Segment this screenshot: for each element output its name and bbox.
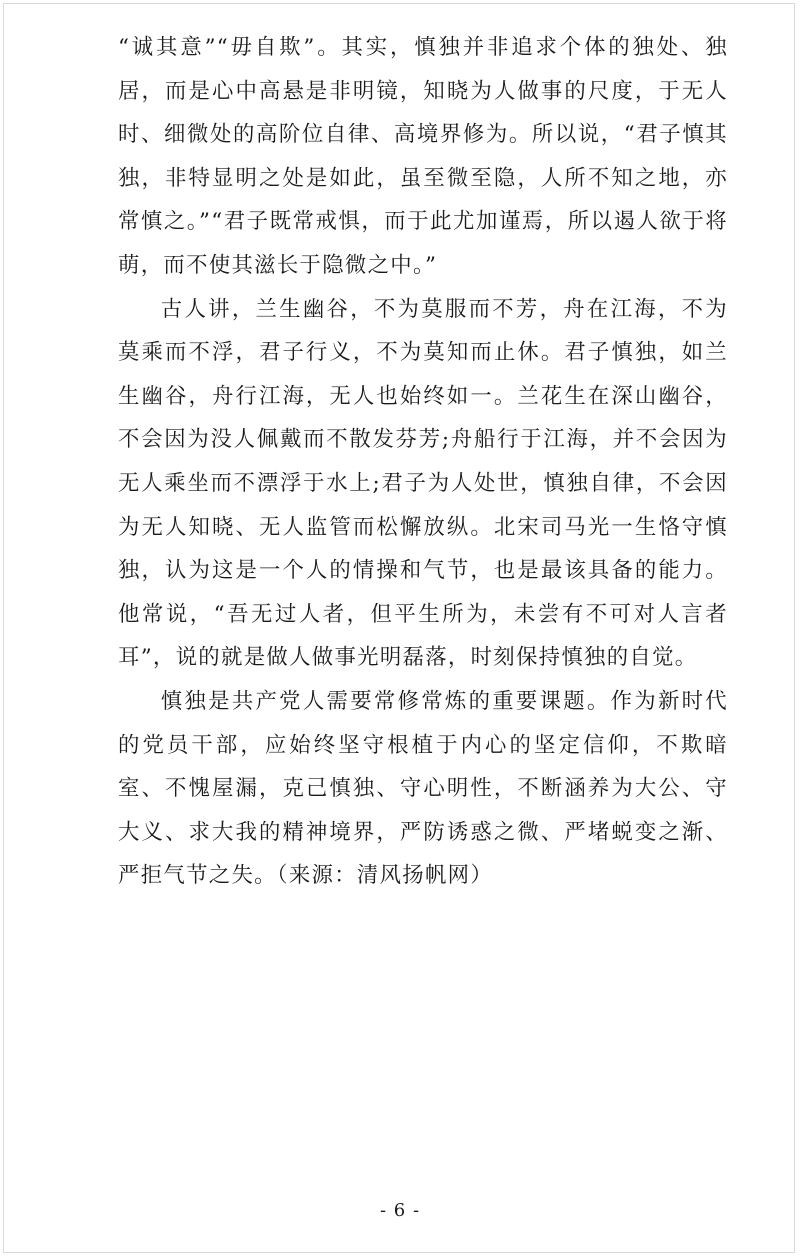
paragraph-1: “诚其意”“毋自欺”。其实，慎独并非追求个体的独处、独居，而是心中高悬是非明镜，知晓为人做事的尺度，于无人时、细微处的高阶位自律、高境界修为。所以说，“君子慎其独，非特显明之处是如此，虽至微至隐，人所不知之地，亦常慎之。”“君子既常戒惧，而于此尤加谨焉，所以遏人欲于将萌，而不使其滋长于隐微之中。” xyxy=(118,35,728,278)
paragraph-2: 古人讲，兰生幽谷，不为莫服而不芳，舟在江海，不为莫乘而不浮，君子行义，不为莫知而止休。君子慎独，如兰生幽谷，舟行江海，无人也始终如一。兰花生在深山幽谷，不会因为没人佩戴而不散发芬芳;舟船行于江海，并不会因为无人乘坐而不漂浮于水上;君子为人处世，慎独自律，不会因为无人知晓、无人监管而松懈放纵。北宋司马光一生恪守慎独，认为这是一个人的情操和气节，也是最该具备的能力。他常说，“吾无过人者，但平生所为，未尝有不可对人言者耳”，说的就是做人做事光明磊落，时刻保持慎独的自觉。 xyxy=(118,296,728,671)
document-body xyxy=(118,26,728,898)
paragraph-3: 慎独是共产党人需要常修常炼的重要课题。作为新时代的党员干部，应始终坚守根植于内心的坚定信仰，不欺暗室、不愧屋漏，克己慎独、守心明性，不断涵养为大公、守大义、求大我的精神境界，严防诱惑之微、严堵蜕变之渐、严拒气节之失。（来源：清风扬帆网） xyxy=(118,688,728,889)
page-number: - 6 - xyxy=(379,1200,421,1221)
